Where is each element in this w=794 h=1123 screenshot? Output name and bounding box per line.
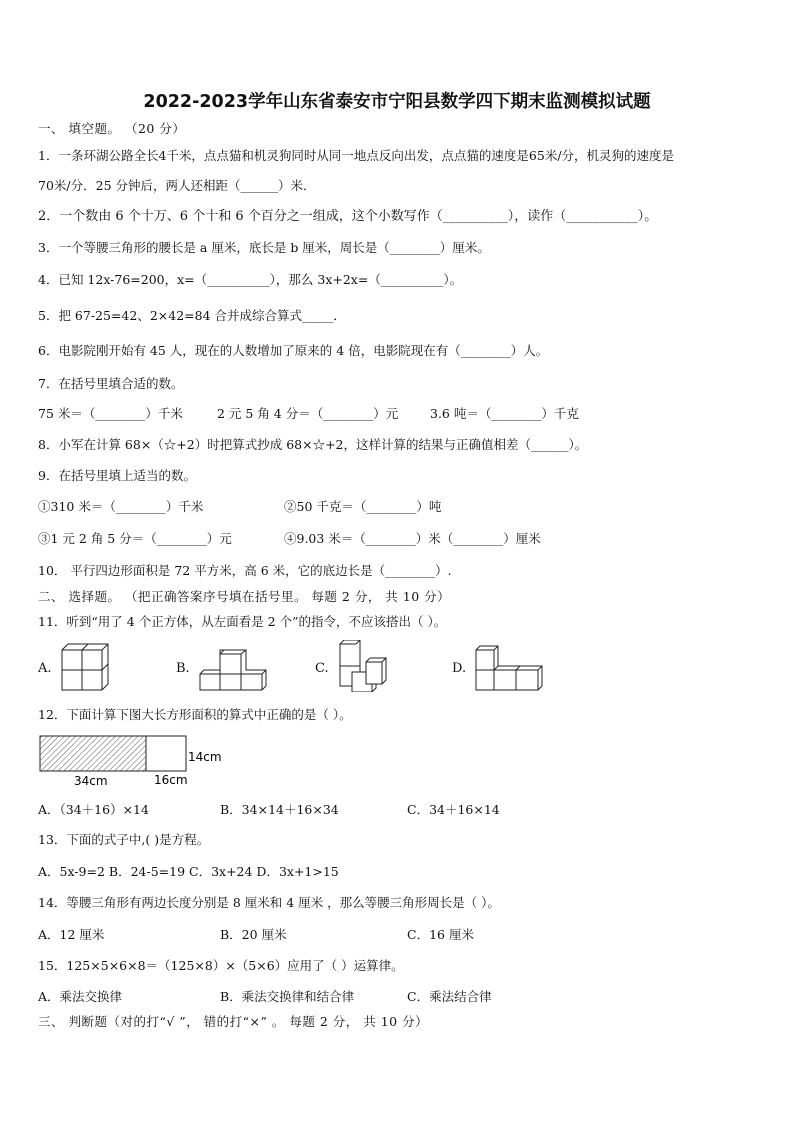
question-9-a: ①310 米＝（________）千米	[38, 499, 204, 514]
question-9-stem: 9．在括号里填上适当的数。	[38, 468, 196, 483]
question-8: 8．小军在计算 68×（☆+2）时把算式抄成 68×☆+2，这样计算的结果与正确值相差（______）。	[38, 437, 588, 452]
cube-figure-d	[474, 644, 546, 692]
page-title: 2022-2023学年山东省泰安市宁阳县数学四下期末监测模拟试题	[143, 92, 651, 112]
question-5: 5．把 67-25=42、2×42=84 合并成综合算式_____．	[38, 308, 346, 323]
question-3: 3．一个等腰三角形的腰长是 a 厘米，底长是 b 厘米，周长是（________）厘米。	[38, 240, 490, 255]
question-15-stem: 15．125×5×6×8＝（125×8）×（5×6）应用了（ ）运算律。	[38, 958, 404, 973]
question-2: 2．一个数由 6 个十万、6 个十和 6 个百分之一组成，这个小数写作（__________），读作（___________）。	[38, 209, 658, 224]
question-15-option-c: C．乘法结合律	[407, 989, 492, 1004]
question-14-stem: 14．等腰三角形有两边长度分别是 8 厘米和 4 厘米 ，那么等腰三角形周长是（ ）。	[38, 895, 500, 910]
question-1-line-2: 70米/分．25 分钟后，两人还相距（______）米．	[38, 178, 316, 193]
option-a-label: A.	[38, 661, 52, 676]
question-13-stem: 13．下面的式子中,( )是方程。	[38, 832, 210, 847]
section-choice-heading: 二、 选择题。 （把正确答案序号填在括号里。 每题 2 分， 共 10 分）	[38, 589, 451, 604]
question-7-b: 2 元 5 角 4 分＝（________）元	[217, 406, 399, 421]
question-6: 6．电影院刚开始有 45 人，现在的人数增加了原来的 4 倍，电影院现在有（________）人。	[38, 343, 549, 358]
option-b-label: B.	[176, 661, 190, 676]
question-12-stem: 12．下面计算下图大长方形面积的算式中正确的是（ ）。	[38, 707, 352, 722]
question-10: 10． 平行四边形面积是 72 平方米，高 6 米，它的底边长是（________）.	[38, 563, 452, 578]
width-label-34: 34cm	[74, 774, 108, 788]
question-7-stem: 7．在括号里填合适的数。	[38, 376, 184, 391]
question-15-option-a: A．乘法交换律	[38, 989, 123, 1004]
width-label-16: 16cm	[154, 773, 188, 787]
question-12-option-c: C．34＋16×14	[407, 802, 500, 817]
question-14-option-c: C．16 厘米	[407, 927, 474, 942]
question-9-c: ③1 元 2 角 5 分＝（________）元	[38, 531, 232, 546]
question-12-option-a: A．（34＋16）×14	[38, 802, 149, 817]
question-15-option-b: B．乘法交换律和结合律	[220, 989, 355, 1004]
cube-figure-a	[60, 642, 112, 692]
question-7-a: 75 米＝（________）千米	[38, 406, 183, 421]
option-c-label: C.	[315, 661, 329, 676]
height-label-14: 14cm	[188, 750, 222, 764]
question-7-c: 3.6 吨＝（________）千克	[430, 406, 579, 421]
section-judgment-heading: 三、 判断题（对的打“√ ”， 错的打“×” 。 每题 2 分， 共 10 分）	[38, 1014, 429, 1029]
question-14-option-b: B．20 厘米	[220, 927, 287, 942]
question-9-d: ④9.03 米＝（________）米（________）厘米	[284, 531, 541, 546]
question-9-b: ②50 千克＝（________）吨	[284, 499, 442, 514]
question-14-option-a: A．12 厘米	[38, 927, 105, 942]
question-12-option-b: B．34×14＋16×34	[220, 802, 339, 817]
section-fill-blank-heading: 一、 填空题。 （20 分）	[38, 121, 186, 136]
rectangle-figure	[38, 734, 228, 790]
question-1-line-1: 1．一条环湖公路全长4千米，点点猫和机灵狗同时从同一地点反向出发，点点猫的速度是65米/分，机灵狗的速度是	[38, 148, 675, 163]
question-4: 4．已知 12x-76=200，x=（__________），那么 3x+2x=（__________）。	[38, 272, 463, 287]
option-d-label: D.	[452, 661, 467, 676]
cube-figure-b	[198, 644, 268, 692]
cube-figure-c	[336, 640, 388, 692]
question-13-options: A．5x-9=2 B．24-5=19 C．3x+24 D．3x+1>15	[38, 864, 339, 879]
question-11-stem: 11．听到“用了 4 个正方体，从左面看是 2 个”的指令，不应该搭出（ ）。	[38, 614, 447, 629]
